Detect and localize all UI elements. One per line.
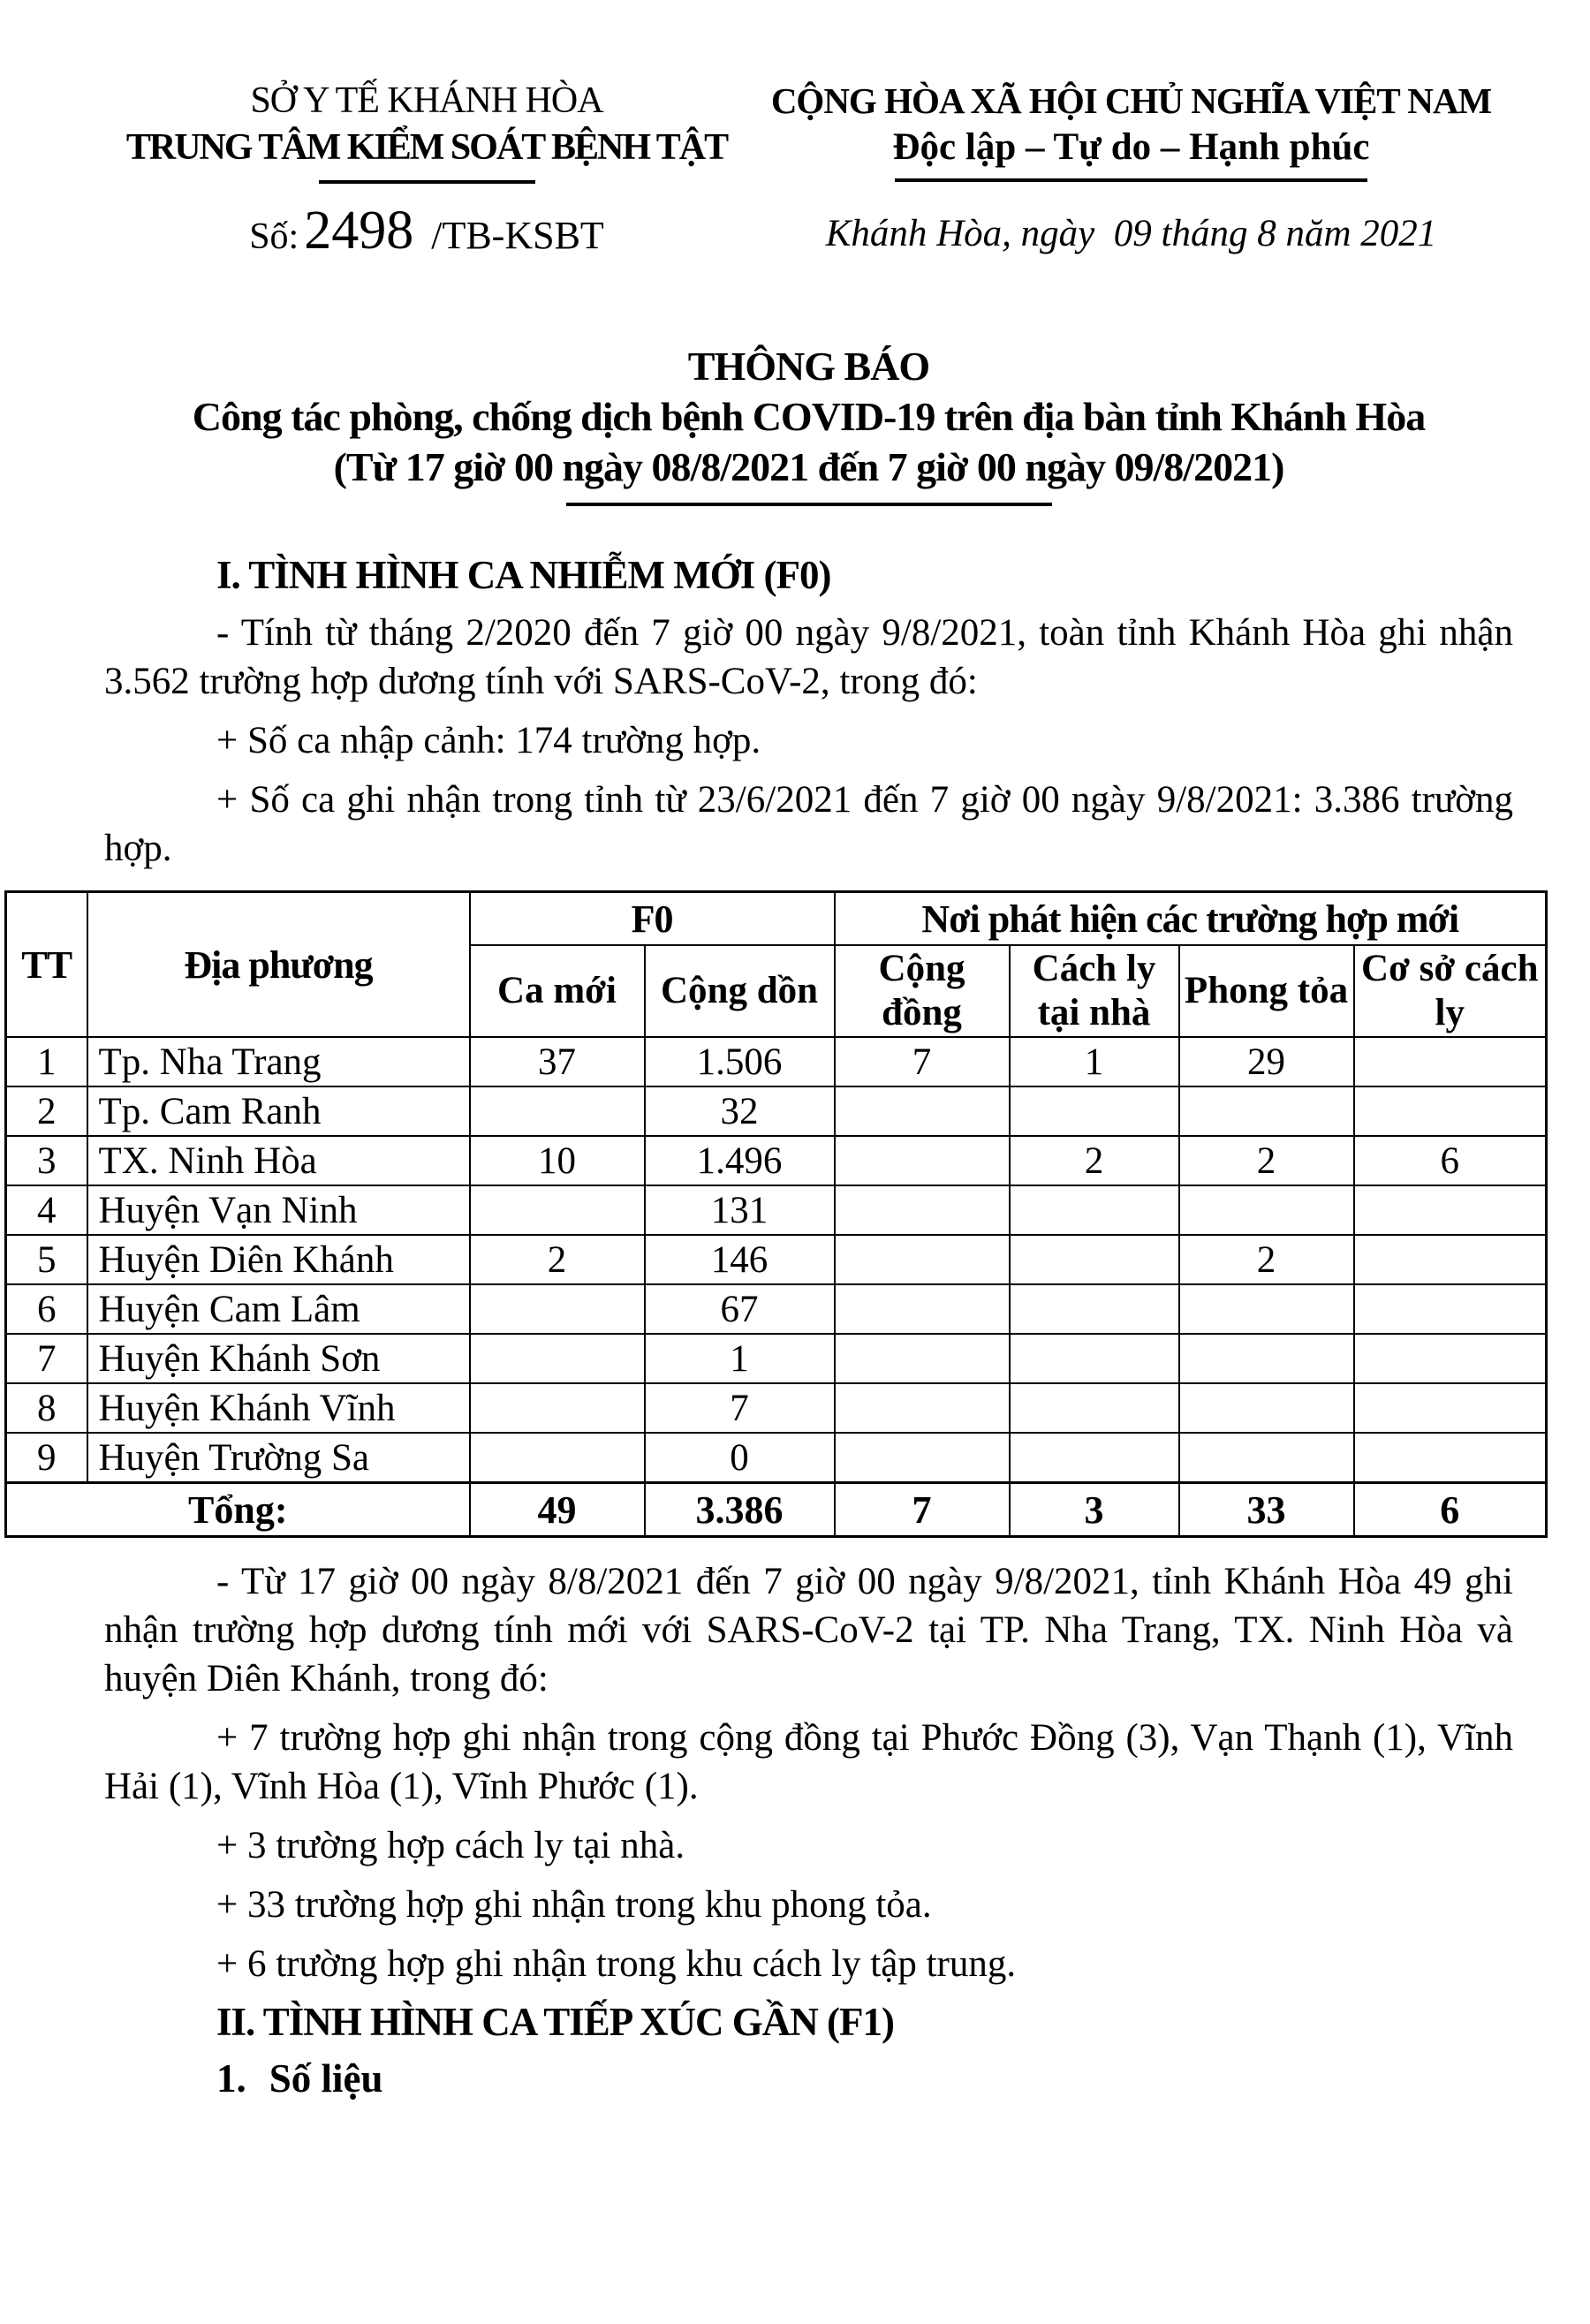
paragraph-notes-4: + 33 trường hợp ghi nhận trong khu phong tỏa. [216, 1884, 932, 1926]
table-cell: 2 [6, 1086, 87, 1136]
table-cell [835, 1334, 1010, 1383]
table-cell [1010, 1284, 1179, 1334]
table-cell: TX. Ninh Hòa [87, 1136, 470, 1185]
table-cell [835, 1086, 1010, 1136]
paragraph-notes-5: + 6 trường hợp ghi nhận trong khu cách ly tập trung. [216, 1943, 1017, 1985]
doc-number-prefix: Số: [249, 216, 299, 257]
document-number-line [104, 201, 749, 261]
table-cell: Tp. Nha Trang [87, 1037, 470, 1086]
table-row [6, 1433, 1547, 1483]
table-row [6, 1185, 1547, 1235]
table-cell: 4 [6, 1185, 87, 1235]
col-header-locality: Địa phương [87, 892, 470, 1038]
table-cell [835, 1433, 1010, 1483]
motto-underline [895, 178, 1367, 182]
table-cell: 67 [645, 1284, 835, 1334]
table-header-row-groups [6, 892, 1547, 946]
list-item-number: 1. [216, 2056, 246, 2101]
table-cell [835, 1284, 1010, 1334]
table-cell [835, 1136, 1010, 1185]
agency-name: SỞ Y TẾ KHÁNH HÒA [250, 80, 603, 121]
table-cell [1010, 1433, 1179, 1483]
col-header-community: Cộng đồng [835, 945, 1010, 1037]
document-title-block [104, 341, 1513, 506]
table-cell [1354, 1433, 1547, 1483]
section-heading-f0: I. TÌNH HÌNH CA NHIỄM MỚI (F0) [216, 553, 831, 597]
table-cell: 7 [645, 1383, 835, 1433]
document-header [104, 78, 1513, 261]
col-header-lockdown: Phong tỏa [1179, 945, 1354, 1037]
table-row [6, 1284, 1547, 1334]
table-row [6, 1086, 1547, 1136]
table-cell [835, 1185, 1010, 1235]
table-row [6, 1235, 1547, 1284]
table-cell: Huyện Khánh Vĩnh [87, 1383, 470, 1433]
doc-title: THÔNG BÁO [687, 344, 930, 389]
place-dateline: Khánh Hòa, ngày 09 tháng 8 năm 2021 [825, 213, 1437, 254]
col-header-tt: TT [6, 892, 87, 1038]
table-cell [470, 1334, 645, 1383]
table-cell: 1.496 [645, 1136, 835, 1185]
table-cell: Huyện Vạn Ninh [87, 1185, 470, 1235]
table-cell: 3 [6, 1136, 87, 1185]
table-cell: Huyện Trường Sa [87, 1433, 470, 1483]
section-heading-f1: II. TÌNH HÌNH CA TIẾP XÚC GẦN (F1) [216, 2000, 894, 2044]
national-header-block [749, 78, 1513, 258]
table-row [6, 1334, 1547, 1383]
table-cell [835, 1383, 1010, 1433]
table-cell: 2 [1179, 1136, 1354, 1185]
table-cell: 29 [1179, 1037, 1354, 1086]
table-cell [1354, 1235, 1547, 1284]
paragraph-f0-2: + Số ca nhập cảnh: 174 trường hợp. [216, 720, 761, 761]
table-cell: 2 [1010, 1136, 1179, 1185]
total-cell: 3 [1010, 1483, 1179, 1537]
f0-cases-table [4, 890, 1548, 1538]
national-title: CỘNG HÒA XÃ HỘI CHỦ NGHĨA VIỆT NAM [770, 80, 1492, 121]
table-cell [1010, 1383, 1179, 1433]
table-cell: 6 [6, 1284, 87, 1334]
table-cell: 1 [6, 1037, 87, 1086]
doc-subtitle: Công tác phòng, chống dịch bệnh COVID-19 trên địa bàn tỉnh Khánh Hòa [192, 394, 1426, 439]
table-cell: 7 [835, 1037, 1010, 1086]
agency-underline [319, 180, 535, 184]
paragraph-notes-2: + 7 trường hợp ghi nhận trong cộng đồng tại Phước Đồng (3), Vạn Thạnh (1), Vĩnh Hải (1), Vĩnh Hòa (1), Vĩnh Phước (1). [104, 1717, 1513, 1807]
table-total-row [6, 1483, 1547, 1537]
table-cell: 10 [470, 1136, 645, 1185]
col-header-quarantine-facility: Cơ sở cách ly [1354, 945, 1547, 1037]
table-cell: 1.506 [645, 1037, 835, 1086]
doc-number-suffix: /TB-KSBT [431, 214, 604, 257]
table-cell: Tp. Cam Ranh [87, 1086, 470, 1136]
table-cell [1179, 1086, 1354, 1136]
table-cell: 9 [6, 1433, 87, 1483]
paragraph-f0-3: + Số ca ghi nhận trong tỉnh từ 23/6/2021 đến 7 giờ 00 ngày 9/8/2021: 3.386 trường hợp. [104, 779, 1513, 869]
table-cell: 2 [1179, 1235, 1354, 1284]
table-cell [1179, 1433, 1354, 1483]
table-cell: Huyện Diên Khánh [87, 1235, 470, 1284]
table-cell: 146 [645, 1235, 835, 1284]
table-cell: 7 [6, 1334, 87, 1383]
total-cell: 3.386 [645, 1483, 835, 1537]
table-cell: 6 [1354, 1136, 1547, 1185]
table-cell: 131 [645, 1185, 835, 1235]
table-cell: 37 [470, 1037, 645, 1086]
table-cell [1010, 1185, 1179, 1235]
doc-date-range: (Từ 17 giờ 00 ngày 08/8/2021 đến 7 giờ 00 ngày 09/8/2021) [333, 444, 1284, 489]
table-row [6, 1136, 1547, 1185]
table-cell [1354, 1086, 1547, 1136]
table-cell [470, 1284, 645, 1334]
table-cell: 2 [470, 1235, 645, 1284]
table-cell [1179, 1383, 1354, 1433]
list-item-label: Số liệu [269, 2056, 383, 2101]
table-cell [835, 1235, 1010, 1284]
paragraph-notes-1: - Từ 17 giờ 00 ngày 8/8/2021 đến 7 giờ 00 ngày 9/8/2021, tỉnh Khánh Hòa 49 ghi nhận trường hợp dương tính mới với SARS-CoV-2 tại TP. Nha Trang, TX. Ninh Hòa và huyện Diên Khánh, trong đó: [104, 1561, 1513, 1699]
table-cell: 1 [1010, 1037, 1179, 1086]
total-cell: 7 [835, 1483, 1010, 1537]
table-cell [1010, 1235, 1179, 1284]
col-header-new-cases: Ca mới [470, 945, 645, 1037]
department-name: TRUNG TÂM KIỂM SOÁT BỆNH TẬT [125, 127, 728, 168]
table-cell: Huyện Khánh Sơn [87, 1334, 470, 1383]
table-cell [1354, 1185, 1547, 1235]
table-cell [1354, 1383, 1547, 1433]
table-cell [470, 1086, 645, 1136]
total-label: Tổng: [6, 1483, 470, 1537]
table-cell: Huyện Cam Lâm [87, 1284, 470, 1334]
total-cell: 49 [470, 1483, 645, 1537]
table-cell [1179, 1284, 1354, 1334]
table-row [6, 1037, 1547, 1086]
doc-number: 2498 [304, 201, 414, 261]
table-cell [1179, 1185, 1354, 1235]
table-cell [470, 1185, 645, 1235]
col-group-f0: F0 [470, 892, 835, 946]
col-header-home-quarantine: Cách ly tại nhà [1010, 945, 1179, 1037]
paragraph-notes-3: + 3 trường hợp cách ly tại nhà. [216, 1825, 685, 1866]
total-cell: 6 [1354, 1483, 1547, 1537]
national-motto: Độc lập – Tự do – Hạnh phúc [892, 126, 1370, 168]
table-cell [470, 1383, 645, 1433]
table-cell [1354, 1037, 1547, 1086]
table-cell [470, 1433, 645, 1483]
title-underline [566, 503, 1052, 506]
list-item-so-lieu [104, 2055, 1513, 2101]
table-row [6, 1383, 1547, 1433]
table-cell [1354, 1334, 1547, 1383]
table-cell: 5 [6, 1235, 87, 1284]
col-group-detection: Nơi phát hiện các trường hợp mới [835, 892, 1547, 946]
table-cell [1179, 1334, 1354, 1383]
table-cell: 8 [6, 1383, 87, 1433]
table-cell: 0 [645, 1433, 835, 1483]
table-cell: 32 [645, 1086, 835, 1136]
col-header-cumulative: Cộng dồn [645, 945, 835, 1037]
table-cell [1010, 1086, 1179, 1136]
paragraph-f0-1: - Tính từ tháng 2/2020 đến 7 giờ 00 ngày 9/8/2021, toàn tỉnh Khánh Hòa ghi nhận 3.562 trường hợp dương tính với SARS-CoV-2, trong đó: [104, 612, 1513, 702]
table-cell [1354, 1284, 1547, 1334]
table-cell [1010, 1334, 1179, 1383]
issuing-agency-block [104, 78, 749, 261]
table-cell: 1 [645, 1334, 835, 1383]
total-cell: 33 [1179, 1483, 1354, 1537]
